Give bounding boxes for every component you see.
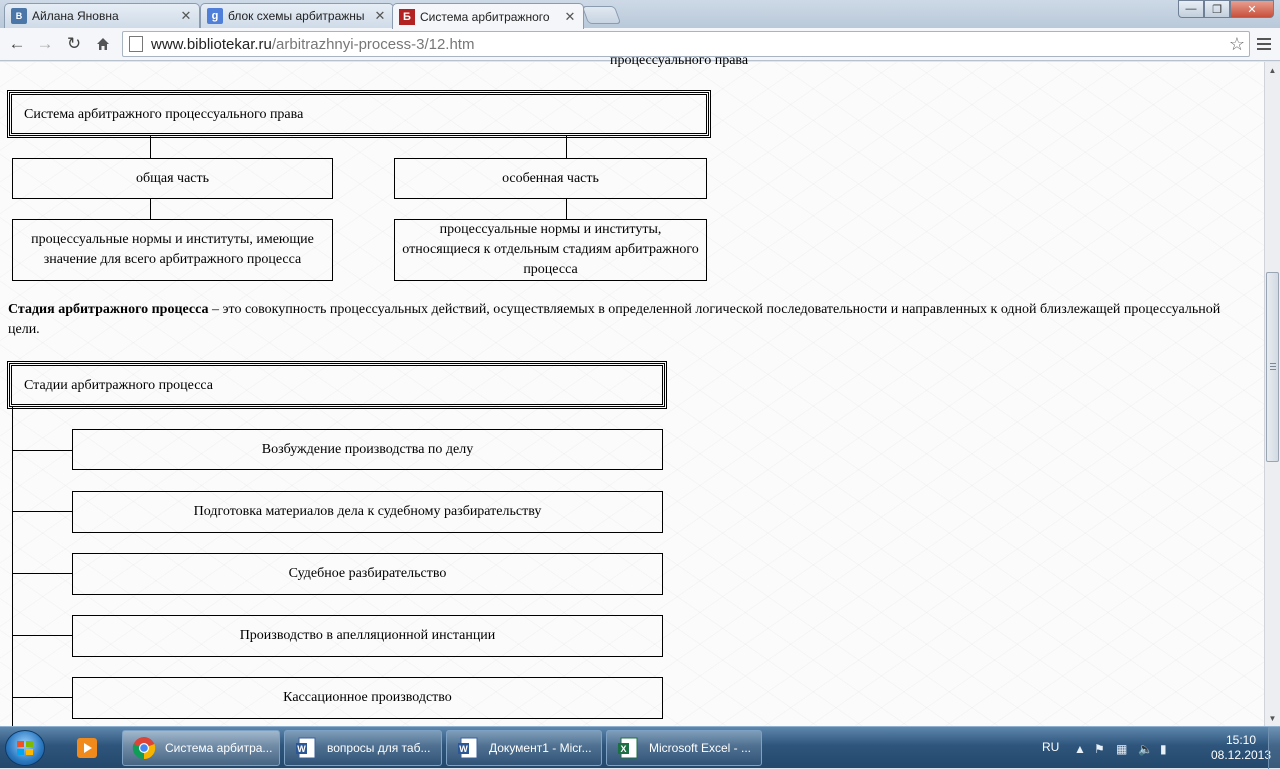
stage-box: Кассационное производство (72, 677, 663, 719)
connector-line (566, 199, 567, 219)
action-center-flag-icon[interactable]: ⚑ (1094, 742, 1105, 756)
close-button[interactable]: ✕ (1230, 0, 1274, 18)
stage-box: Подготовка материалов дела к судебному разбирательству (72, 491, 663, 533)
clock-date: 08.12.2013 (1210, 748, 1272, 762)
special-part-box: особенная часть (394, 158, 707, 199)
system-header-label: Система арбитражного процессуального права (24, 107, 304, 122)
media-player-pinned-icon[interactable] (70, 731, 104, 765)
general-part-box: общая часть (12, 158, 333, 199)
bibliotekar-favicon-icon: Б (399, 9, 415, 25)
power-icon[interactable]: ▮ (1160, 742, 1167, 756)
taskbar-item-chrome[interactable] (122, 730, 280, 766)
connector-line (150, 199, 151, 219)
tab-bibliotekar[interactable] (392, 3, 584, 29)
tab-close-icon[interactable]: ✕ (564, 8, 576, 24)
taskbar-item-label: Документ1 - Micr... (489, 741, 592, 755)
stages-spine-line (12, 407, 13, 737)
url-host: www.bibliotekar.ru (151, 35, 272, 53)
page-content (0, 53, 1264, 726)
window-controls (1178, 0, 1274, 18)
connector-line (150, 136, 151, 158)
scrollbar-thumb[interactable] (1266, 272, 1279, 462)
volume-icon[interactable]: 🔈 (1138, 742, 1153, 756)
cut-off-text: процессуального права (610, 53, 749, 68)
clock-time: 15:10 (1225, 733, 1257, 747)
vk-favicon-icon: B (11, 8, 27, 24)
special-part-desc-box: процессуальные нормы и институты, относящиеся к отдельным стадиям арбитражного процесса (394, 219, 707, 281)
connector-line (12, 573, 72, 574)
connector-line (566, 136, 567, 158)
taskbar-item-label: вопросы для таб... (327, 741, 431, 755)
connector-line (12, 450, 72, 451)
word-icon (293, 735, 319, 761)
definition-paragraph (8, 300, 1248, 340)
stage-box: Судебное разбирательство (72, 553, 663, 595)
tab-strip (0, 0, 1280, 28)
scroll-down-arrow-icon[interactable]: ▼ (1268, 713, 1277, 723)
svg-text:W: W (297, 744, 306, 754)
menu-icon[interactable] (1254, 34, 1274, 54)
svg-text:X: X (620, 744, 627, 754)
svg-text:W: W (459, 744, 468, 754)
stages-header-label: Стадии арбитражного процесса (24, 378, 214, 393)
google-favicon-icon: g (207, 8, 223, 24)
definition-text: – это совокупность процессуальных действий, осуществляемых в определенной логической последовательности и направленных к одной близлежащей процессуальной цели. (8, 302, 1221, 337)
show-desktop-button[interactable] (1268, 727, 1280, 769)
vertical-scrollbar[interactable] (1264, 62, 1280, 726)
taskbar-item-label: Система арбитра... (165, 741, 273, 755)
back-arrow-icon[interactable]: ← (8, 34, 26, 53)
connector-line (12, 697, 72, 698)
definition-term: Стадия арбитражного процесса (8, 302, 209, 317)
new-tab-button[interactable] (582, 6, 622, 24)
show-hidden-icons-icon[interactable]: ▲ (1074, 742, 1086, 756)
tab-close-icon[interactable]: ✕ (374, 8, 386, 23)
bookmark-star-icon[interactable]: ☆ (1228, 34, 1245, 54)
excel-icon (615, 735, 641, 761)
tab-title: Айлана Яновна (32, 9, 119, 23)
clock[interactable] (1208, 733, 1274, 763)
taskbar-item-word-2[interactable] (446, 730, 602, 766)
tab-google[interactable] (200, 3, 394, 28)
network-icon[interactable]: ▦ (1116, 742, 1128, 756)
maximize-button[interactable]: ❐ (1204, 0, 1230, 18)
url-path: /arbitrazhnyi-process-3/12.htm (271, 35, 475, 53)
reload-icon[interactable]: ↻ (66, 34, 82, 53)
taskbar-item-excel[interactable] (606, 730, 762, 766)
tab-vk[interactable] (4, 3, 200, 28)
taskbar-item-word-1[interactable] (284, 730, 442, 766)
start-button[interactable] (5, 730, 45, 766)
connector-line (12, 511, 72, 512)
tab-title: Система арбитражного (420, 9, 550, 24)
forward-arrow-icon[interactable]: → (36, 34, 54, 53)
connector-line (12, 635, 72, 636)
scroll-up-arrow-icon[interactable]: ▲ (1268, 65, 1277, 75)
tab-close-icon[interactable]: ✕ (180, 8, 192, 23)
tab-title: блок схемы арбитражны (228, 9, 365, 23)
word-icon (455, 735, 481, 761)
minimize-button[interactable]: — (1178, 0, 1204, 18)
taskbar-item-label: Microsoft Excel - ... (649, 741, 752, 755)
home-icon[interactable] (92, 33, 114, 55)
windows-logo-icon (15, 738, 35, 758)
stage-box: Производство в апелляционной инстанции (72, 615, 663, 657)
general-part-desc-box: процессуальные нормы и институты, имеющие значение для всего арбитражного процесса (12, 219, 333, 281)
stage-box: Возбуждение производства по делу (72, 429, 663, 470)
language-indicator[interactable]: RU (1042, 740, 1060, 754)
chrome-icon (131, 735, 157, 761)
scrollbar-grip (1270, 363, 1276, 370)
windows-taskbar (0, 726, 1280, 768)
page-icon (129, 36, 143, 52)
